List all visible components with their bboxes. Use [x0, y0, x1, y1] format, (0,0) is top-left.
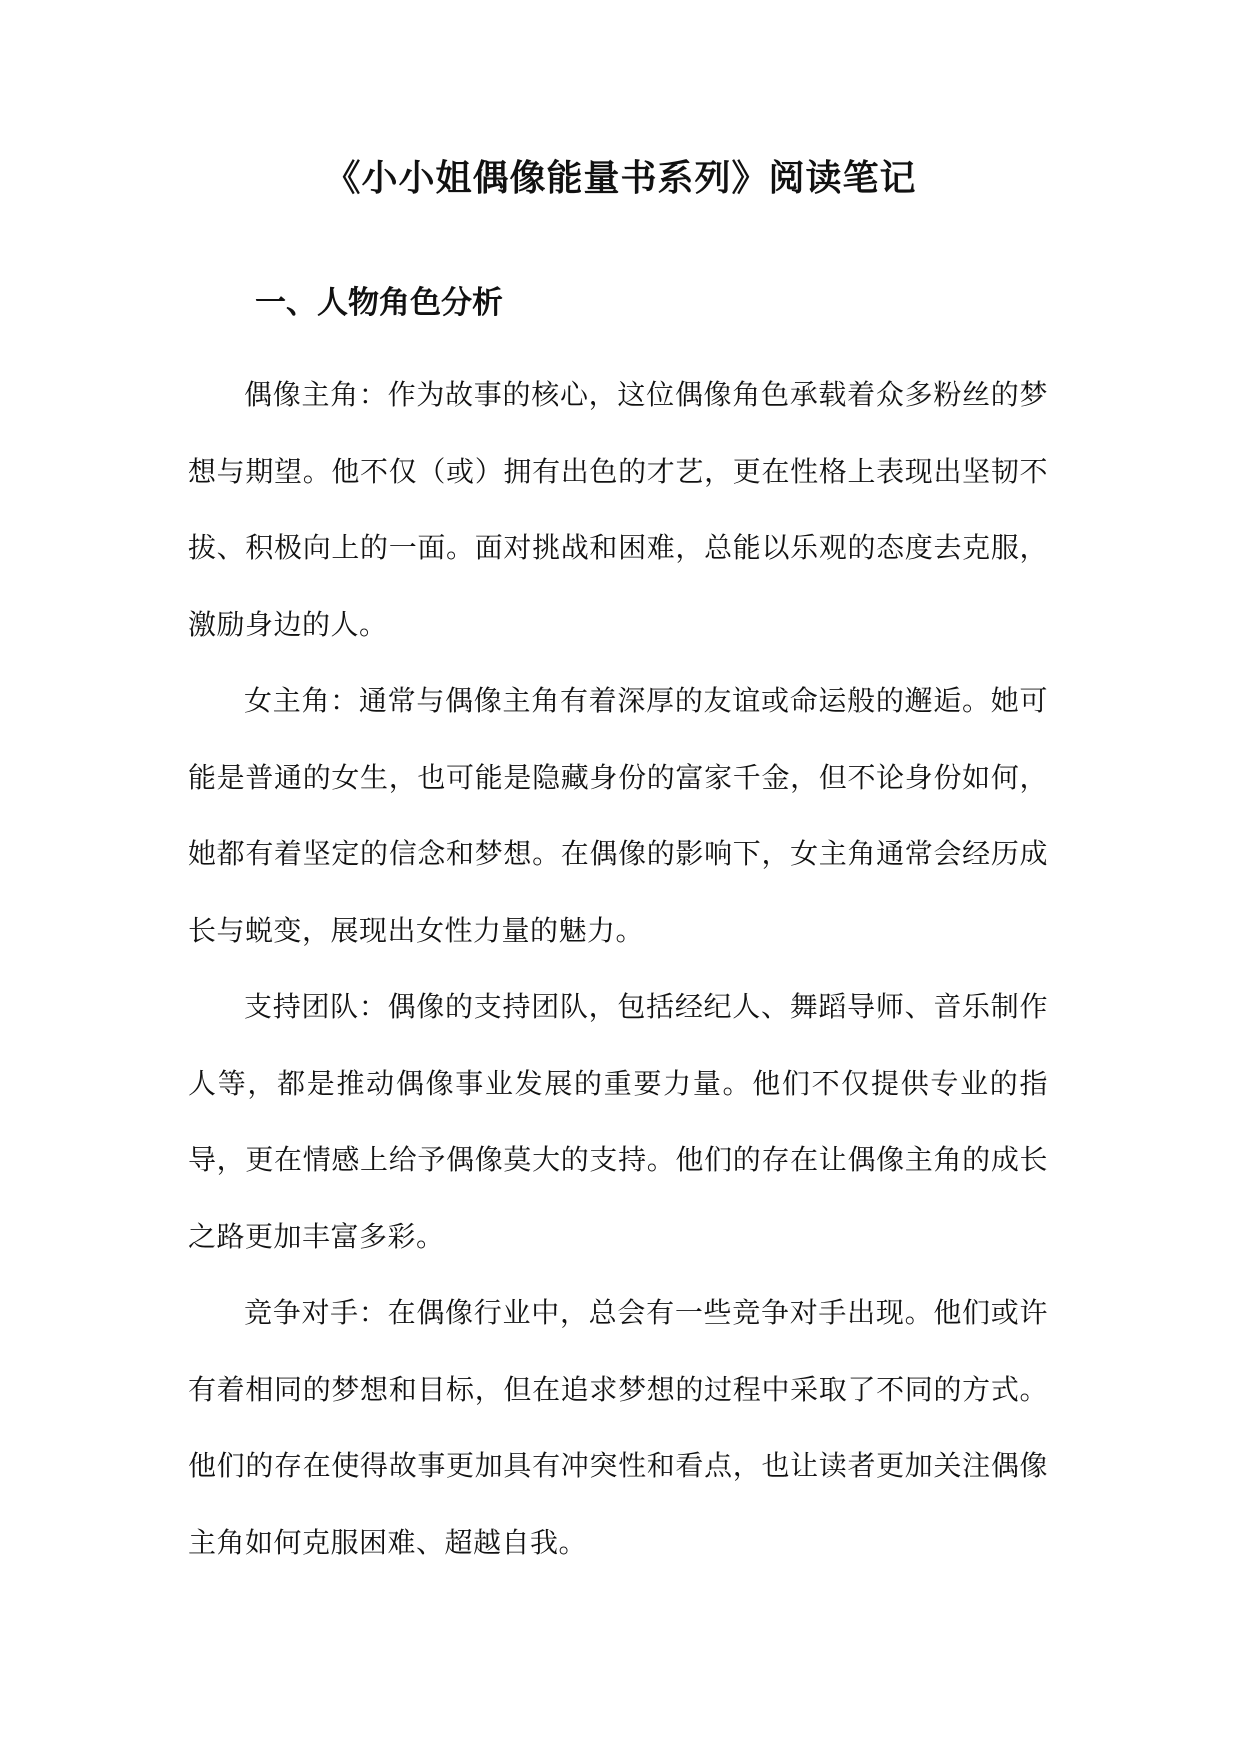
section-body: [188, 357, 1048, 1581]
paragraph-support-team: 支持团队：偶像的支持团队，包括经纪人、舞蹈导师、音乐制作人等，都是推动偶像事业发展的重要力量。他们不仅提供专业的指导，更在情感上给予偶像莫大的支持。他们的存在让偶像主角的成长之路更加丰富多彩。: [188, 990, 1048, 1253]
section-heading: 一、人物角色分析: [255, 285, 503, 321]
paragraph-competitors: 竞争对手：在偶像行业中，总会有一些竞争对手出现。他们或许有着相同的梦想和目标，但在追求梦想的过程中采取了不同的方式。他们的存在使得故事更加具有冲突性和看点，也让读者更加关注偶像主角如何克服困难、超越自我。: [188, 1296, 1048, 1559]
paragraph-female-lead: 女主角：通常与偶像主角有着深厚的友谊或命运般的邂逅。她可能是普通的女生，也可能是隐藏身份的富家千金，但不论身份如何，她都有着坚定的信念和梦想。在偶像的影响下，女主角通常会经历成长与蜕变，展现出女性力量的魅力。: [188, 684, 1048, 947]
paragraph-idol-protagonist: 偶像主角：作为故事的核心，这位偶像角色承载着众多粉丝的梦想与期望。他不仅（或）拥有出色的才艺，更在性格上表现出坚韧不拔、积极向上的一面。面对挑战和困难，总能以乐观的态度去克服，激励身边的人。: [188, 378, 1048, 641]
document-title: 《小小姐偶像能量书系列》阅读笔记: [324, 157, 917, 199]
